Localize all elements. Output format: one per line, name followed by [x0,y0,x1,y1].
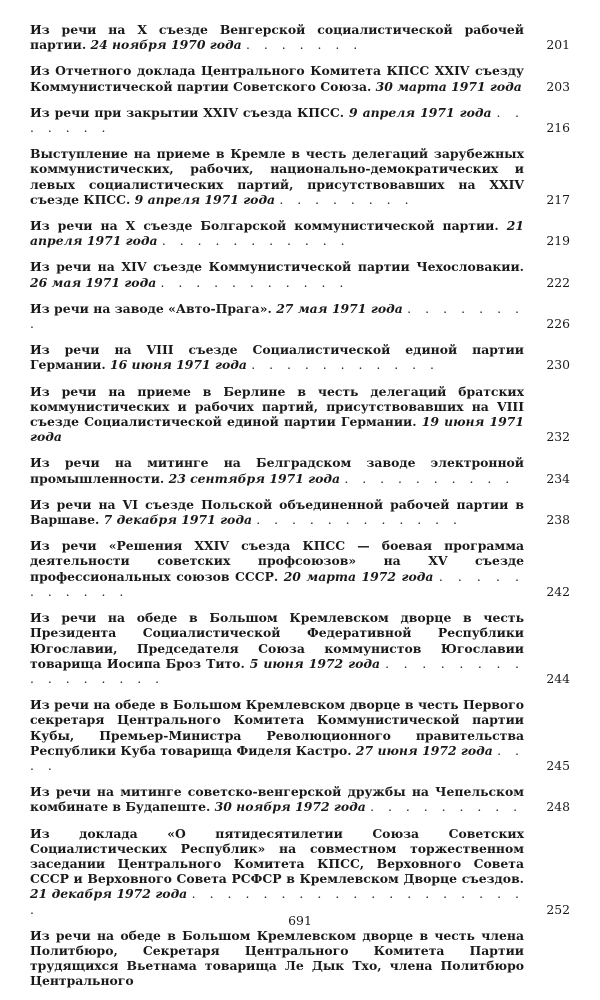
entry-title: Из речи на митинге советско-венгерской дружбы на Чепельском комбинате в Будапеште. [30,784,524,815]
dot-leader: . . . . . . . . . . . [161,233,350,249]
dot-leader: . . . . . . . . . . . . . . . . [30,655,524,686]
entry-date: 21 апреля 1971 года [30,218,524,249]
entry-date: 30 марта 1971 года [375,78,522,94]
toc-entry-text [30,384,570,445]
toc-entry [30,928,570,989]
entry-page-number: 217 [546,191,570,207]
entry-page-number: 242 [546,583,570,599]
entry-page-number: 234 [546,470,570,486]
entry-page-number: 226 [546,316,570,332]
toc-entry [30,538,570,599]
toc-entry [30,105,570,135]
toc-entry [30,22,570,52]
entry-page-number: 201 [546,37,570,53]
toc-entry [30,146,570,207]
entry-page-number: 203 [546,78,570,94]
dot-leader: . . . . . . . . . [370,799,523,815]
toc-entry-text [30,826,570,917]
entry-page-number: 244 [546,670,570,686]
toc-entry [30,301,570,331]
toc-entry [30,697,570,773]
toc-entry [30,259,570,289]
entry-date: 24 ноября 1970 года [90,37,242,53]
entry-date: 30 ноября 1972 года [214,799,366,815]
entry-title: Из речи на X съезде Венгерской социалистической рабочей партии. [30,22,524,53]
entry-title: Из речи на XIV съезде Коммунистической партии Чехословакии. [30,259,524,275]
dot-leader: . . . . . . . . [279,191,414,207]
entry-date: 19 июня 1971 года [30,414,524,445]
toc-entry [30,610,570,686]
dot-leader: . . . . . . . [245,37,363,53]
entry-page-number: 222 [546,274,570,290]
entry-title: Из речи на обеде в Большом Кремлевском дворце в честь Президента Социалистической Федеративной Республики Югославии, Председателя Союза коммунистов Югославии товарища Иосипа Броз Тито. [30,610,524,671]
entry-page-number: 230 [546,357,570,373]
entry-title: Из речи «Решения XXIV съезда КПСС — боевая программа деятельности советских профсоюзов» на XV съезде профессиональных союзов СССР. [30,538,524,584]
entry-title: Из речи на X съезде Болгарской коммунистической партии. [30,218,499,234]
toc-entry-text [30,259,570,289]
toc-entry-text [30,784,570,814]
toc-entry-text [30,218,570,248]
entry-date: 9 апреля 1971 года [134,191,276,207]
toc-list [30,22,570,1000]
toc-entry-text [30,22,570,52]
page-number: 691 [288,913,312,928]
entry-page-number: 248 [546,799,570,815]
entry-title: Из Отчетного доклада Центрального Комитета КПСС XXIV съезду Коммунистической партии Советского Союза. [30,63,524,94]
entry-date: 27 июня 1972 года [355,742,493,758]
dot-leader: . . . . . . . . . . . . [256,512,462,528]
entry-page-number: 219 [546,233,570,249]
entry-date: 27 мая 1971 года [276,300,403,316]
toc-entry-text [30,697,570,773]
dot-leader: . . . . . . . [30,104,524,136]
entry-date: 7 декабря 1971 года [103,512,252,528]
entry-date: 23 сентября 1971 года [168,470,341,486]
dot-leader: . . . . . . . . . . . [30,568,524,599]
toc-entry [30,826,570,917]
entry-date: 20 марта 1972 года [283,568,434,584]
entry-date: 16 июня 1971 года [110,357,247,373]
entry-title: Из доклада «О пятидесятилетии Союза Советских Социалистических Республик» на совместном торжественном заседании Центрального Комитета КПСС, Верховного Совета СССР и Верховного Совета РСФСР в Кремлевском Дворце съездов. [30,825,524,887]
entry-date: 21 декабря 1972 года [30,886,188,902]
toc-entry-text [30,928,570,989]
entry-page-number: 216 [546,120,570,136]
toc-entry-text [30,538,570,599]
entry-page-number: 245 [546,757,570,773]
dot-leader: . . . . . . . . . . . [160,274,349,290]
entry-page-number: 252 [546,901,570,917]
dot-leader: . . . . . . . . . . . . . . . . . . . . [30,886,524,917]
toc-entry-text [30,301,570,331]
toc-entry-text [30,497,570,527]
dot-leader: . . . . . . . . . . . [251,357,439,373]
toc-entry [30,342,570,372]
entry-title: Выступление на приеме в Кремле в честь делегаций зарубежных коммунистических, рабочих, национально-демократических и левых социалистических партий, присутствовавших на XXIV съезде КПСС. [30,146,524,207]
dot-leader: . . . . [30,742,524,773]
toc-entry-text [30,63,570,93]
toc-entry [30,497,570,527]
toc-entry-text [30,146,570,207]
entry-page-number: 232 [546,429,570,445]
toc-entry [30,63,570,93]
entry-title: Из речи на приеме в Берлине в честь делегаций братских коммунистических и рабочих партий, присутствовавших на VIII съезде Социалистической единой партии Германии. [30,383,524,430]
entry-title: Из речи при закрытии XXIV съезда КПСС. [30,104,345,120]
entry-title: Из речи на обеде в Большом Кремлевском дворце в честь члена Политбюро, Секретаря Центрального Комитета Партии трудящихся Вьетнама товарища Ле Дык Тхо, члена Политбюро Центрального [30,927,524,989]
toc-entry [30,218,570,248]
toc-entry-text [30,105,570,135]
entry-title: Из речи на VI съезде Польской объединенной рабочей партии в Варшаве. [30,496,524,528]
toc-entry-text [30,342,570,372]
toc-entry [30,455,570,485]
toc-entry [30,784,570,814]
entry-date: 26 мая 1971 года [30,274,157,290]
entry-title: Из речи на VIII съезде Социалистической единой партии Германии. [30,342,524,373]
entry-date: 5 июня 1972 года [249,655,381,671]
dot-leader: . . . . . . . . . . [344,470,515,486]
entry-title: Из речи на обеде в Большом Кремлевском дворце в честь Первого секретаря Центрального Комитета Коммунистической партии Кубы, Премьер-Министра Революционного правительства Республики Куба товарища Фиделя Кастро. [30,697,524,758]
toc-entry [30,384,570,445]
toc-entry-text [30,610,570,686]
toc-entry-text [30,455,570,485]
entry-title: Из речи на заводе «Авто-Прага». [30,300,272,316]
entry-date: 9 апреля 1971 года [349,104,492,120]
entry-title: Из речи на митинге на Белградском заводе электронной промышленности. [30,455,524,486]
dot-leader: . . . . . . . . [30,300,524,332]
entry-page-number: 238 [546,512,570,528]
